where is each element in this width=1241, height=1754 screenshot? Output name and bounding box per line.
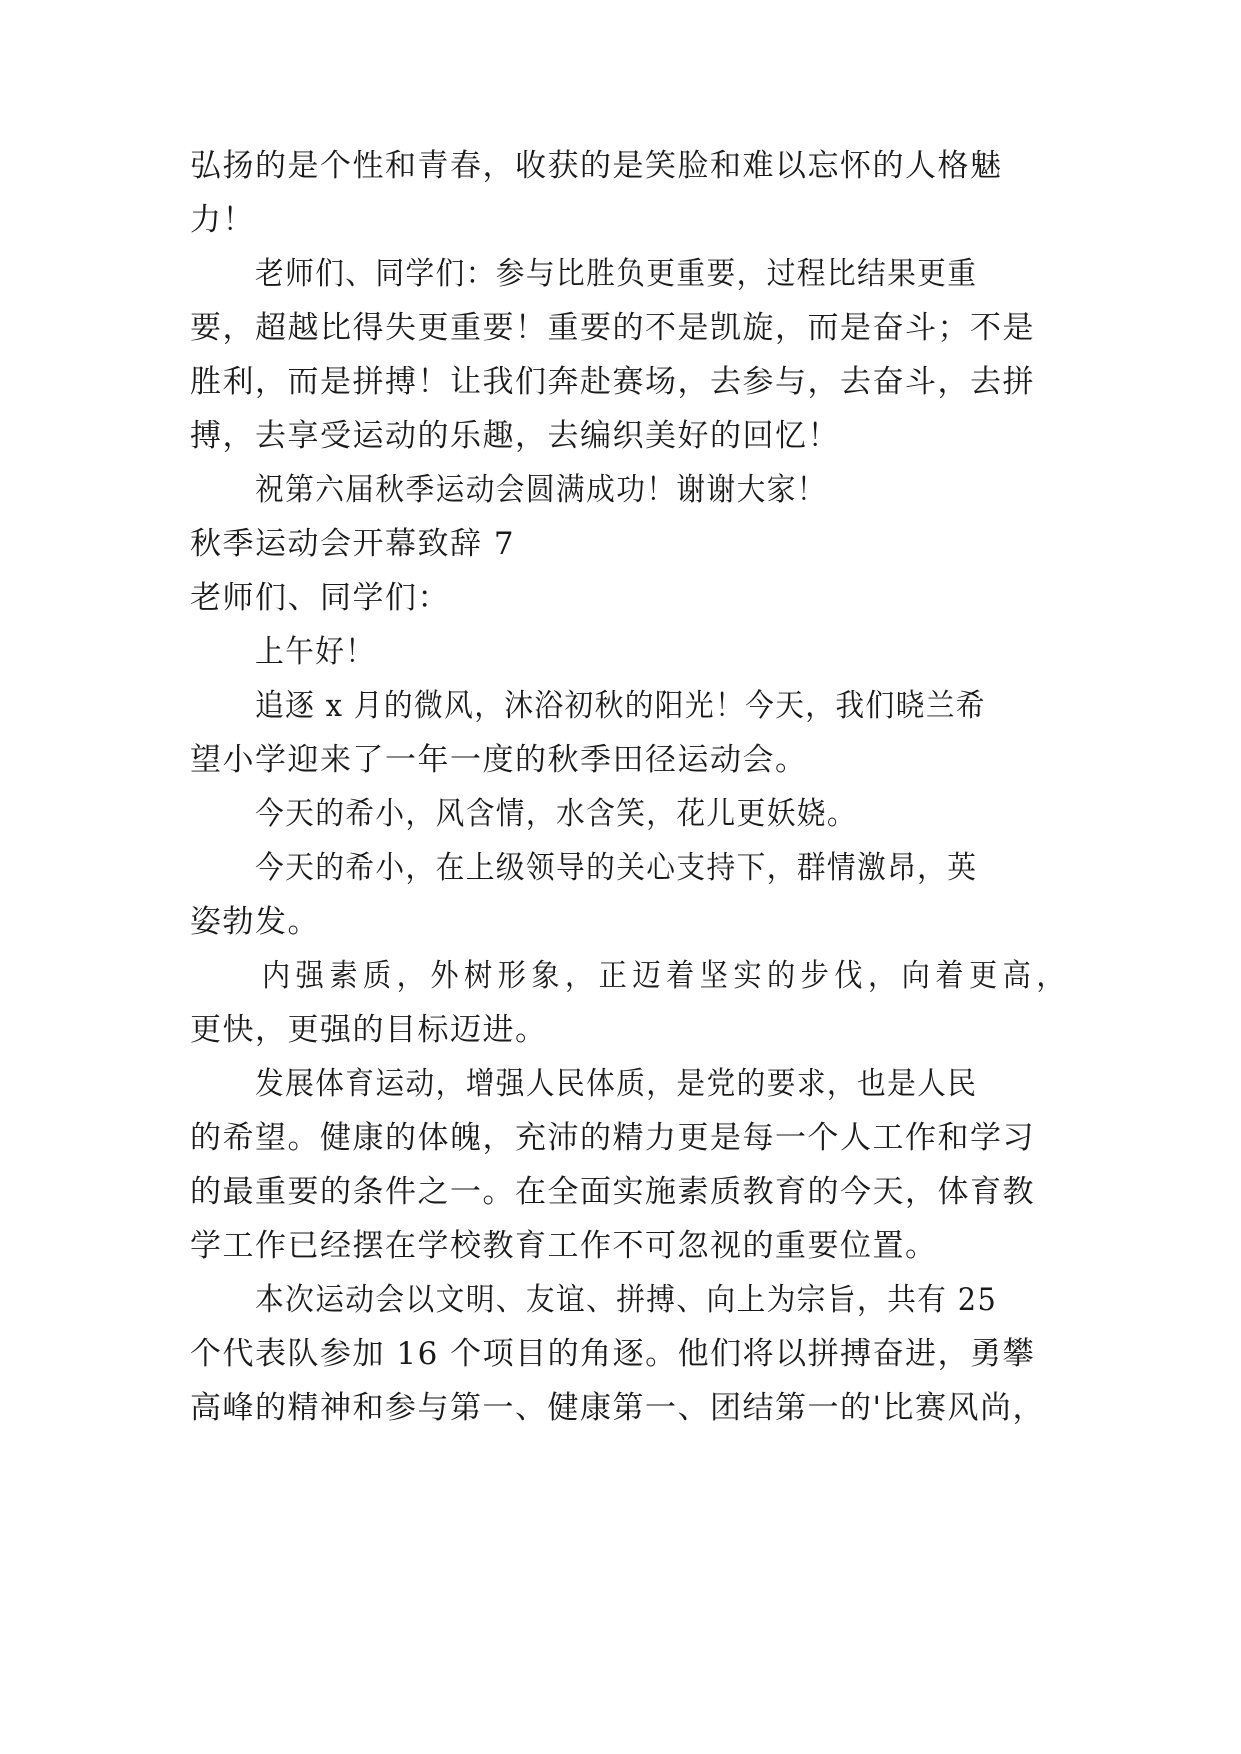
paragraph-line: 今天的希小，风含情，水含笑，花儿更妖娆。 [255,796,857,832]
paragraph-line: 今天的希小，在上级领导的关心支持下，群情激昂，英 [255,850,978,886]
paragraph-line: 追逐 x 月的微风，沐浴初秋的阳光！今天，我们晓兰希 [255,688,986,724]
paragraph-line: 更快，更强的目标迈进。 [190,1012,548,1048]
paragraph-line: 的希望。健康的体魄，充沛的精力更是每一个人工作和学习 [190,1120,1035,1156]
paragraph-line: 力！ [190,202,255,238]
paragraph-line: 学工作已经摆在学校教育工作不可忽视的重要位置。 [190,1228,938,1264]
paragraph-line: 望小学迎来了一年一度的秋季田径运动会。 [190,742,808,778]
paragraph-line: 胜利，而是拼搏！让我们奔赴赛场，去参与，去奋斗，去拼 [190,364,1035,400]
paragraph-line: 老师们、同学们：参与比胜负更重要，过程比结果更重 [255,256,978,292]
paragraph-line: 搏，去享受运动的乐趣，去编织美好的回忆！ [190,418,840,454]
paragraph-line: 发展体育运动，增强人民体质，是党的要求，也是人民 [255,1066,978,1102]
greeting-line: 上午好！ [255,634,376,670]
paragraph-line: 高峰的精神和参与第一、健康第一、团结第一的'比赛风尚， [190,1390,1046,1426]
paragraph-line: 姿勃发。 [190,904,320,940]
salutation-line: 老师们、同学们： [190,580,450,616]
paragraph-line: 内强素质，外树形象，正迈着坚实的步伐，向着更高， [262,958,1070,994]
paragraph-line: 祝第六届秋季运动会圆满成功！谢谢大家！ [255,472,827,508]
paragraph-line: 要，超越比得失更重要！重要的不是凯旋，而是奋斗；不是 [190,310,1035,346]
paragraph-line: 的最重要的条件之一。在全面实施素质教育的今天，体育教 [190,1174,1035,1210]
section-heading: 秋季运动会开幕致辞 7 [190,526,516,562]
paragraph-line: 弘扬的是个性和青春，收获的是笑脸和难以忘怀的人格魅 [190,148,1003,184]
paragraph-line: 本次运动会以文明、友谊、拼搏、向上为宗旨，共有 25 [255,1282,998,1318]
paragraph-line: 个代表队参加 16 个项目的角逐。他们将以拼搏奋进，勇攀 [190,1336,1036,1372]
